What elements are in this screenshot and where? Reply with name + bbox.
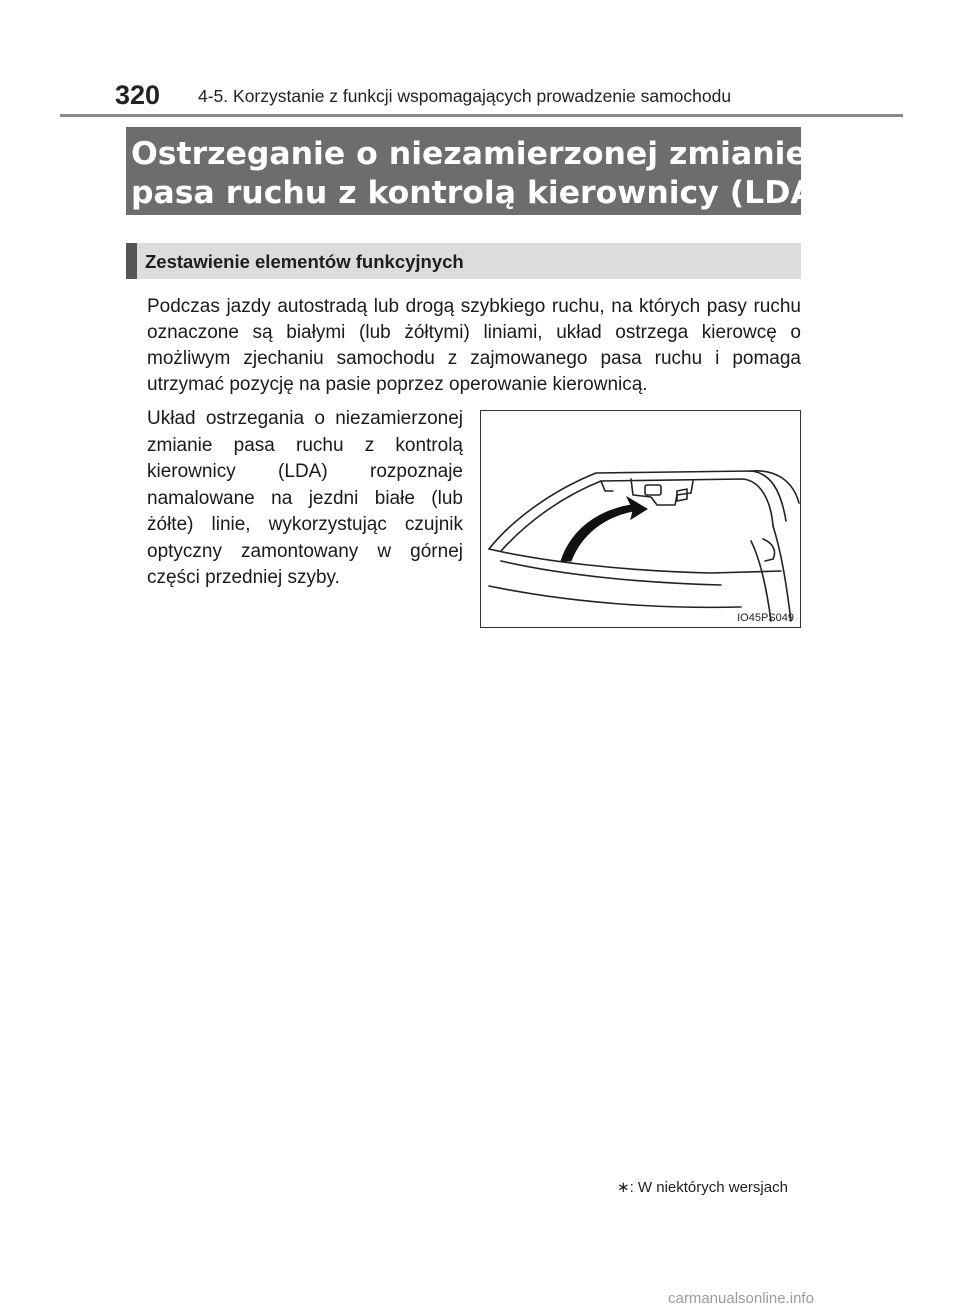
sensor-paragraph: Układ ostrzegania o niezamierzonej zmianie pasa ruchu z kontrolą kierownicy (LDA) rozpoznaje namalowane na jezdni białe (lub żółte) linie, wykorzystując czujnik optyczny zamontowany w górnej części przedniej szyby. <box>147 408 463 588</box>
page-header <box>60 74 900 118</box>
page-number: 320 <box>115 80 161 110</box>
windshield-sensor-illustration <box>480 410 801 628</box>
page-title <box>126 127 846 215</box>
figure-code: IO45PS049 <box>737 612 794 624</box>
pointer-arrow-icon <box>561 497 647 561</box>
title-line-1: Ostrzeganie o niezamierzonej zmianie <box>131 136 807 172</box>
intro-paragraph: Podczas jazdy autostradą lub drogą szybkiego ruchu, na których pasy ruchu oznaczone są białymi (lub żółtymi) liniami, układ ostrzega kierowcę o możliwym zjechaniu samochodu z zajmowanego pasa ruchu i pomaga utrzymać pozycję na pasie poprzez operowanie kierownicą. <box>147 296 801 395</box>
section-title: 4-5. Korzystanie z funkcji wspomagających prowadzenie samochodu <box>198 86 732 106</box>
windshield-drawing <box>481 411 801 628</box>
title-line-2: pasa ruchu z kontrolą kierownicy (LDA)* <box>131 175 846 211</box>
footnote: ∗: W niektórych wersjach <box>617 1179 788 1196</box>
header-divider <box>60 114 903 117</box>
subtitle-text: Zestawienie elementów funkcyjnych <box>145 251 464 272</box>
subtitle-accent-bar <box>126 243 137 279</box>
section-subtitle <box>126 243 801 279</box>
watermark: carmanualsonline.info <box>668 1290 814 1307</box>
